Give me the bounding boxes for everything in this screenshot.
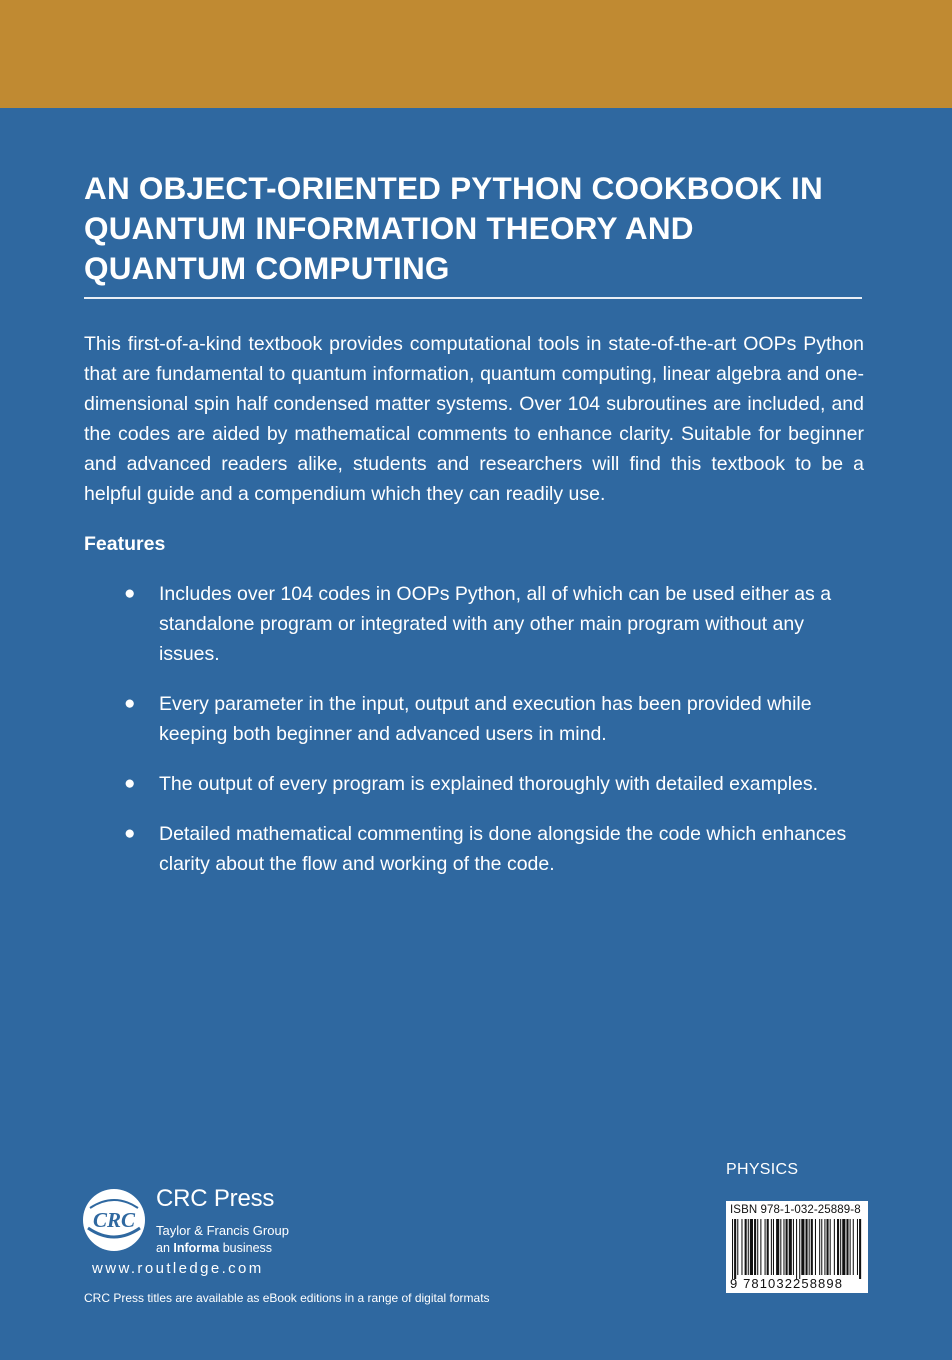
barcode-bar <box>789 1219 792 1275</box>
barcode-bar <box>811 1219 813 1275</box>
bullet-icon: ● <box>124 823 136 844</box>
bullet-icon: ● <box>124 773 136 794</box>
barcode-bar <box>748 1219 749 1275</box>
barcode-bar <box>853 1219 854 1275</box>
features-list <box>124 579 864 899</box>
barcode-bar <box>799 1219 800 1279</box>
barcode-bar <box>796 1219 797 1279</box>
barcode-bar <box>741 1219 742 1275</box>
crc-logo-icon <box>82 1188 146 1252</box>
feature-item <box>124 769 864 799</box>
barcode-bar <box>819 1219 820 1275</box>
barcode-bar <box>776 1219 779 1275</box>
barcode-bar <box>857 1219 858 1275</box>
feature-text: Every parameter in the input, output and execution has been provided while keeping both beginner and advanced users in mind. <box>159 693 812 745</box>
feature-item <box>124 819 864 879</box>
isbn-digit-group-2: 258898 <box>793 1276 844 1291</box>
ebook-note: CRC Press titles are available as eBook editions in a range of digital formats <box>84 1291 490 1305</box>
isbn-first-digit: 9 <box>730 1276 739 1291</box>
title-line-2: QUANTUM INFORMATION THEORY AND <box>84 210 694 246</box>
isbn-digit-group-1: 781032 <box>743 1276 794 1291</box>
feature-text: Includes over 104 codes in OOPs Python, all of which can be used either as a standalone program or integrated with any other main program without any issues. <box>159 583 832 665</box>
isbn-digits <box>730 1277 864 1291</box>
feature-text: Detailed mathematical commenting is done alongside the code which enhances clarity about the flow and working of the code. <box>159 823 847 875</box>
barcode-bar <box>771 1219 772 1275</box>
barcode-bar <box>765 1219 766 1275</box>
barcode-bar <box>830 1219 831 1275</box>
title-line-3: QUANTUM COMPUTING <box>84 250 450 286</box>
barcode-bar <box>793 1219 794 1275</box>
barcode-bar <box>824 1219 825 1275</box>
feature-text: The output of every program is explained thoroughly with detailed examples. <box>159 773 819 795</box>
barcode-bar <box>801 1219 804 1275</box>
crc-logo-text: CRC <box>92 1208 136 1232</box>
subject-category: PHYSICS <box>726 1161 799 1178</box>
features-heading: Features <box>84 533 166 555</box>
informa-suffix: business <box>222 1241 273 1255</box>
bullet-icon: ● <box>124 583 136 604</box>
informa-bold: Informa <box>173 1241 220 1255</box>
publisher-name: CRC Press <box>156 1185 275 1212</box>
barcode-bar <box>734 1219 736 1279</box>
barcode-bar <box>815 1219 816 1275</box>
barcode-bar <box>754 1219 756 1275</box>
title-line-1: AN OBJECT-ORIENTED PYTHON COOKBOOK IN <box>84 170 823 206</box>
barcode-bar <box>750 1219 753 1275</box>
publisher-group: Taylor & Francis Group <box>156 1223 289 1238</box>
barcode-icon <box>730 1219 864 1279</box>
barcode-bar <box>840 1219 841 1275</box>
feature-item <box>124 579 864 669</box>
publisher-block <box>82 1185 402 1278</box>
barcode-bar <box>737 1219 738 1275</box>
barcode-bar <box>859 1219 861 1279</box>
top-color-band <box>0 0 952 108</box>
book-title <box>84 168 884 288</box>
barcode-bar <box>745 1219 747 1275</box>
barcode-bar <box>783 1219 784 1275</box>
barcode-bar <box>806 1219 808 1275</box>
barcode-bar <box>757 1219 758 1275</box>
barcode-bar <box>842 1219 845 1275</box>
book-description: This first-of-a-kind textbook provides computational tools in state-of-the-art OOPs Python that are fundamental to quantum information, quantum computing, linear algebra and one-dimensional spin half condensed matter systems. Over 104 subroutines are included, and the codes are aided by mathematical comments to enhance clarity. Suitable for beginner and advanced readers alike, students and researchers will find this textbook to be a helpful guide and a compendium which they can readily use. <box>84 333 864 505</box>
barcode-bar <box>837 1219 839 1275</box>
isbn-barcode-box <box>726 1201 868 1293</box>
informa-prefix: an <box>156 1241 170 1255</box>
barcode-bar <box>834 1219 835 1275</box>
bullet-icon: ● <box>124 693 136 714</box>
barcode-bar <box>850 1219 851 1275</box>
barcode-bar <box>786 1219 788 1275</box>
feature-item <box>124 689 864 749</box>
title-divider <box>84 297 862 299</box>
publisher-url: www.routledge.com <box>92 1260 264 1277</box>
barcode-bar <box>821 1219 822 1275</box>
publisher-informa <box>156 1240 272 1256</box>
barcode-bar <box>780 1219 781 1275</box>
barcode-bar <box>760 1219 761 1275</box>
barcode-bar <box>809 1219 810 1275</box>
barcode-bar <box>773 1219 774 1275</box>
barcode-bar <box>846 1219 848 1275</box>
barcode-bar <box>767 1219 769 1275</box>
isbn-label: ISBN 978-1-032-25889-8 <box>730 1204 861 1216</box>
barcode-bar <box>732 1219 733 1279</box>
barcode-bar <box>827 1219 829 1275</box>
